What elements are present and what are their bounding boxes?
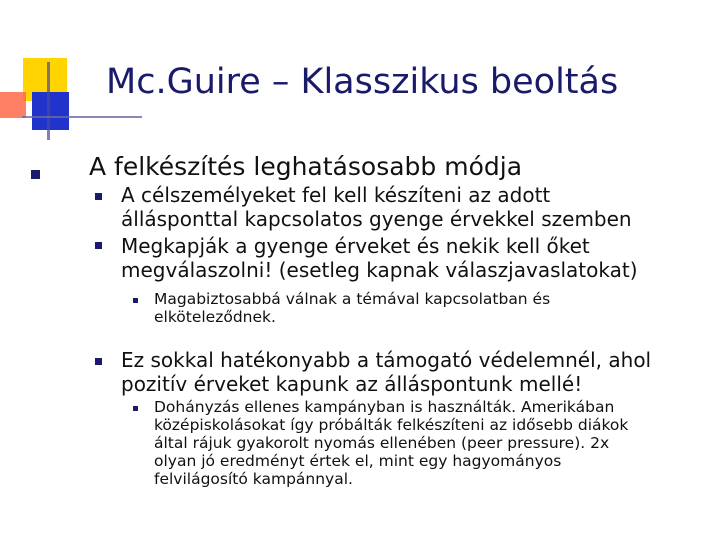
decor-horizontal-line [22,116,142,118]
bullet-l3-text-2e: felvilágosító kampánnyal. [154,470,353,488]
bullet-l1-text: A felkészítés leghatásosabb módja [89,152,523,181]
bullet-square-icon [95,193,102,200]
bullet-square-icon [133,298,138,303]
decor-blue-square [32,92,69,130]
bullet-square-icon [31,170,40,179]
bullet-l2-text-1a: A célszemélyeket fel kell készíteni az adott [121,183,551,207]
bullet-square-icon [95,358,102,365]
decor-red-square [0,92,26,118]
slide-title: Mc.Guire – Klasszikus beoltás [106,62,619,102]
bullet-l2-text-2b: megválaszolni! (esetleg kapnak válaszjavaslatokat) [121,258,638,282]
bullet-l2-text-1b: állásponttal kapcsolatos gyenge érvekkel szemben [121,207,632,231]
bullet-l3-text-1b: elköteleződnek. [154,308,276,326]
bullet-square-icon [95,242,102,249]
bullet-l3-text-2a: Dohányzás ellenes kampányban is használták. Amerikában [154,398,615,416]
bullet-l2-text-3b: pozitív érveket kapunk az álláspontunk mellé! [121,372,583,396]
bullet-l2-text-2a: Megkapják a gyenge érveket és nekik kell őket [121,234,590,258]
bullet-l3-text-2d: olyan jó eredményt értek el, mint egy hagyományos [154,452,562,470]
decor-vertical-line [47,62,50,140]
bullet-l2-text-3a: Ez sokkal hatékonyabb a támogató védelemnél, ahol [121,348,652,372]
bullet-l3-text-2b: középiskolásokat így próbálták felkészíteni az idősebb diákok [154,416,629,434]
bullet-square-icon [133,406,138,411]
bullet-l3-text-1a: Magabiztosabbá válnak a témával kapcsolatban és [154,290,551,308]
bullet-l3-text-2c: által rájuk gyakorolt nyomás ellenében (peer pressure). 2x [154,434,610,452]
